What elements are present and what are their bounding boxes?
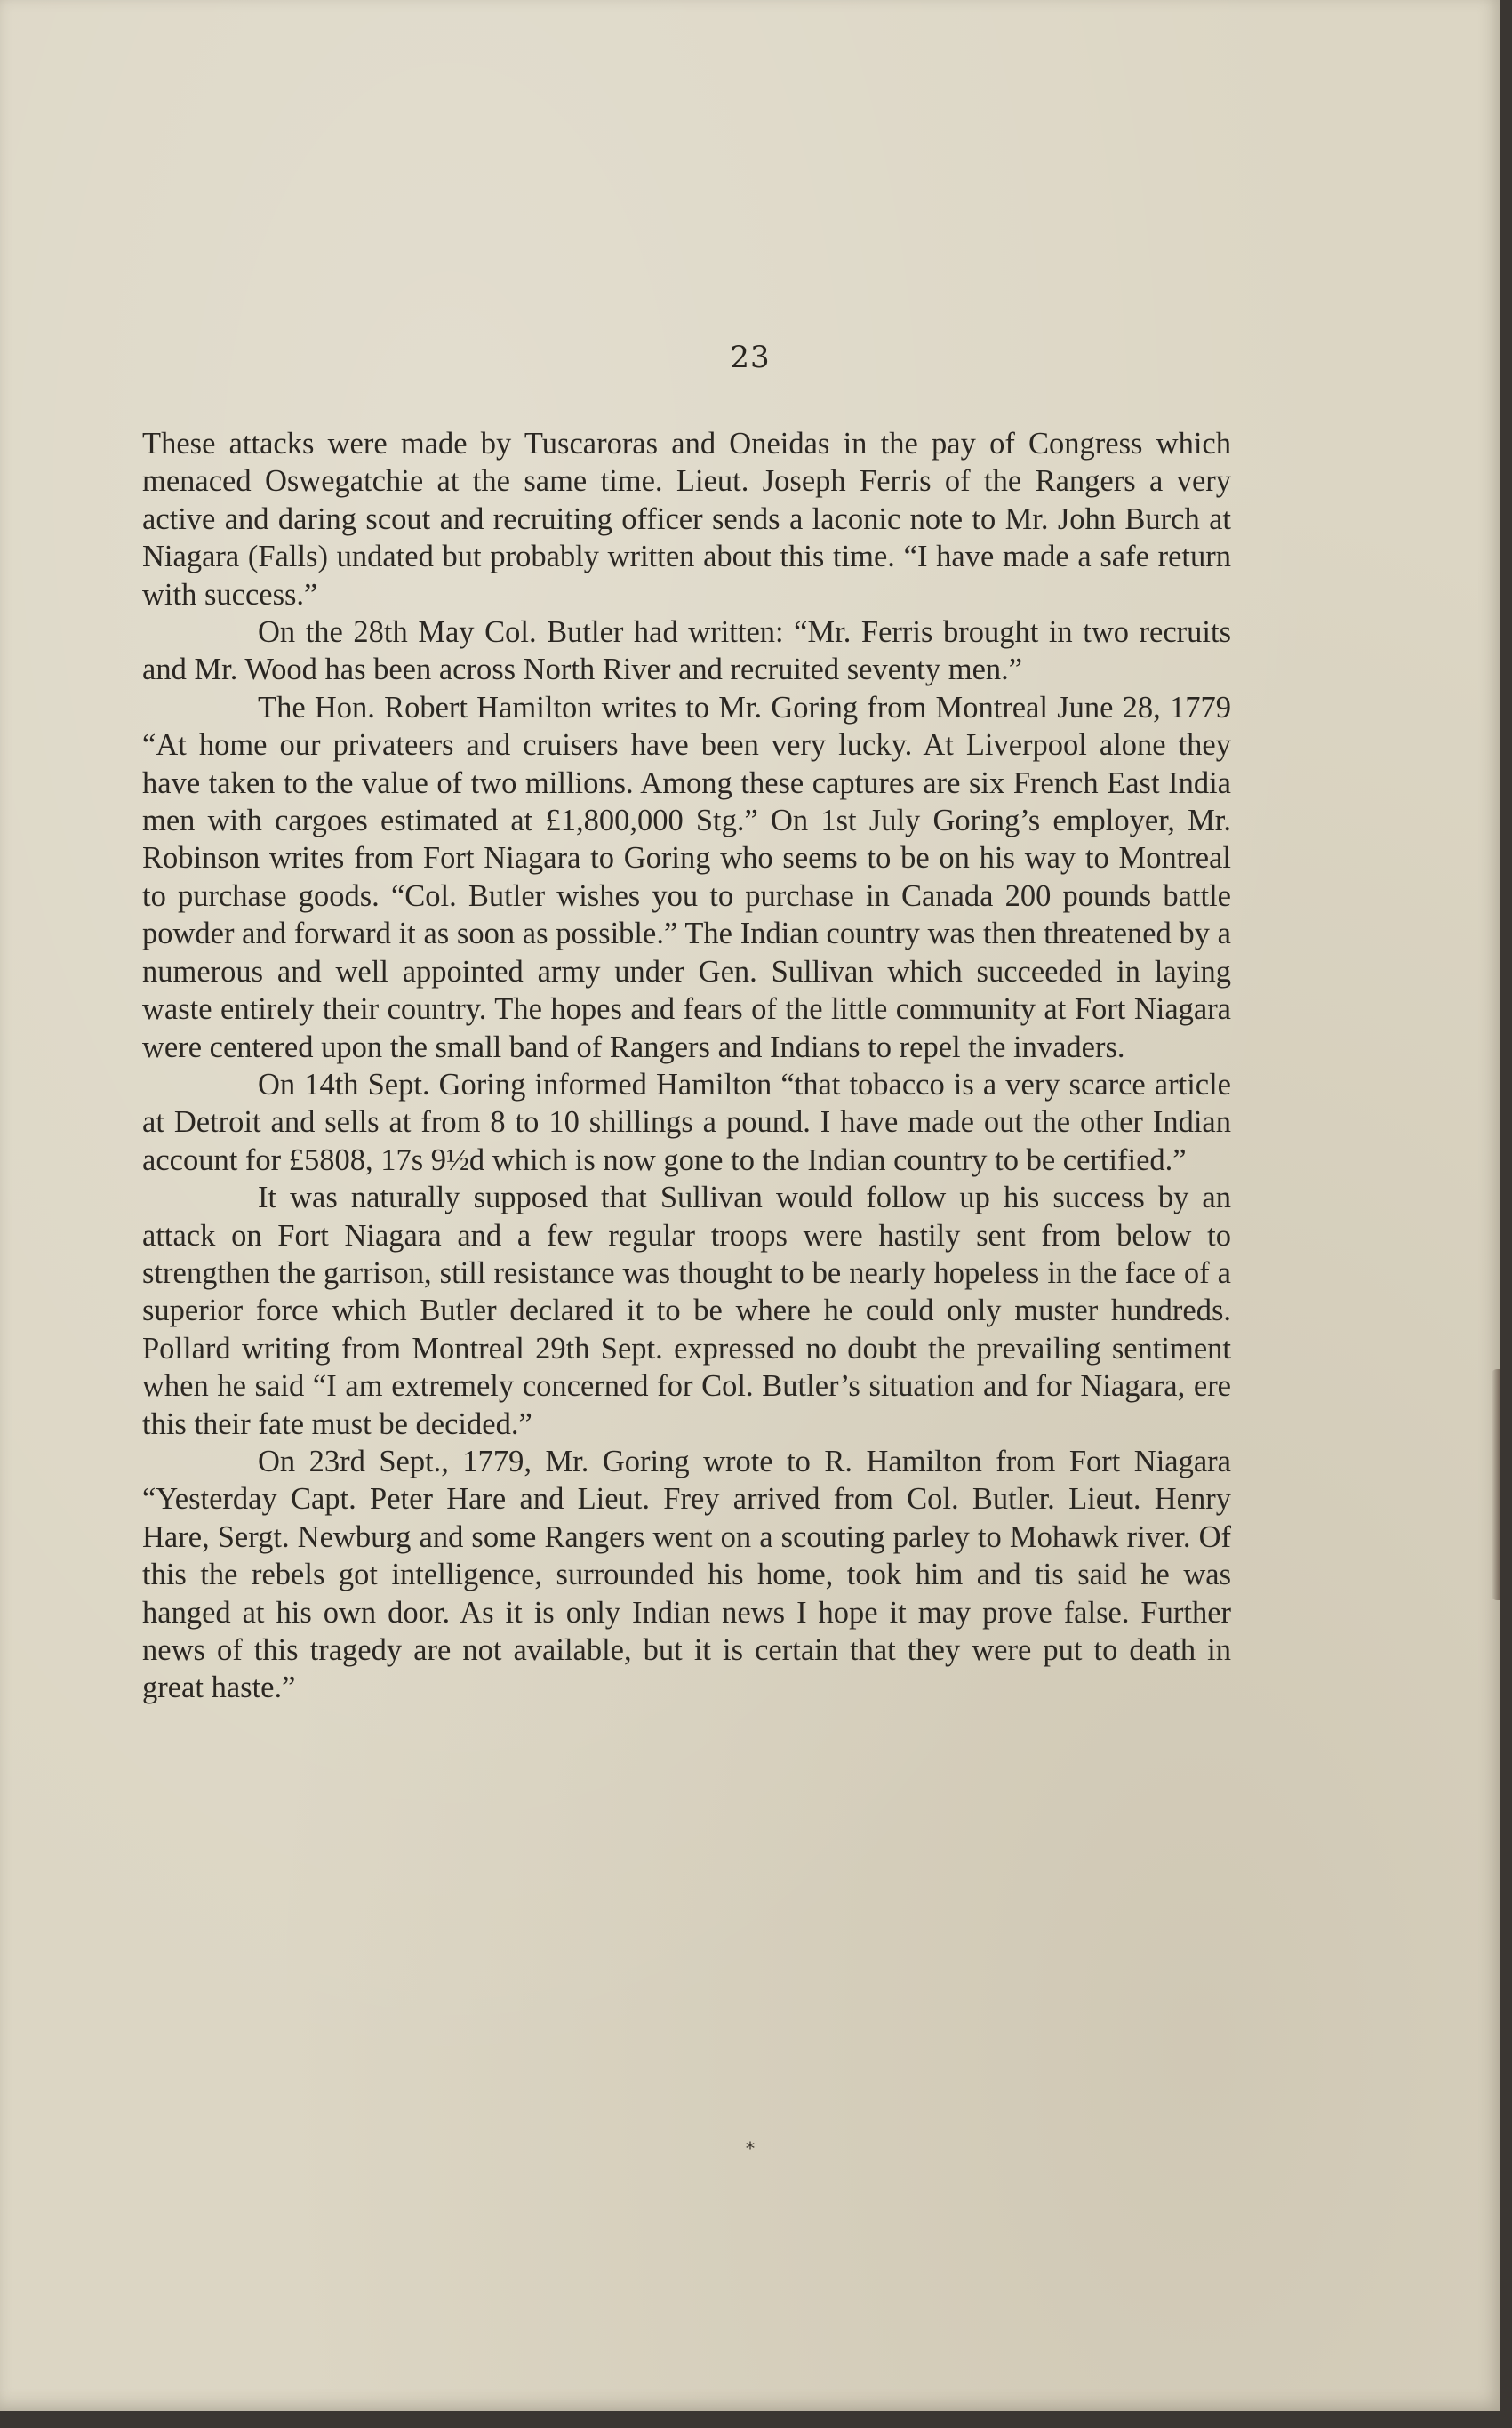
page-number: 23	[730, 340, 771, 375]
paragraph: On 14th Sept. Goring informed Hamilton “that tobacco is a very scarce article at Detroit and sells at from 8 to 10 shillings a pound. I have made out the other Indian account for £5808, 17s 9½d which is now gone to the Indian country to be certified.”	[142, 1067, 1231, 1177]
paragraph: It was naturally supposed that Sullivan would follow up his success by an attack on Fort Niagara and a few regular troops were hastily sent from below to strengthen the garrison, still resistance was thought to be nearly hopeless in the face of a superior force which Butler declared it to be where he could only muster hundreds. Pollard writing from Montreal 29th Sept. expressed no doubt the prevailing sentiment when he said “I am extremely concerned for Col. Butler’s situation and for Niagara, ere this their fate must be decided.”	[142, 1181, 1231, 1441]
body-text	[142, 425, 1231, 1707]
paragraph: The Hon. Robert Hamilton writes to Mr. Goring from Montreal June 28, 1779 “At home our privateers and cruisers have been very lucky. At Liverpool alone they have taken to the value of two millions. Among these captures are six French East India men with cargoes estimated at £1,800,000 Stg.” On 1st July Goring’s employer, Mr. Robinson writes from Fort Niagara to Goring who seems to be on his way to Montreal to purchase goods. “Col. Butler wishes you to purchase in Canada 200 pounds battle powder and forward it as soon as possible.” The Indian country was then threatened by a numerous and well appointed army under Gen. Sullivan which succeeded in laying waste entirely their country. The hopes and fears of the little community at Fort Niagara were centered upon the small band of Rangers and Indians to repel the invaders.	[142, 690, 1231, 1064]
page-edge-stain	[1492, 1369, 1500, 1600]
paragraph: On 23rd Sept., 1779, Mr. Goring wrote to R. Hamilton from Fort Niagara “Yesterday Capt. Peter Hare and Lieut. Frey arrived from Col. Butler. Lieut. Henry Hare, Sergt. Newburg and some Rangers went on a scouting parley to Mohawk river. Of this the rebels got intelligence, surrounded his home, took him and tis said he was hanged at his own door. As it is only Indian news I hope it may prove false. Further news of this tragedy are not available, but it is certain that they were put to death in great haste.”	[142, 1444, 1231, 1705]
paragraph: These attacks were made by Tuscaroras and Oneidas in the pay of Congress which menaced Oswegatchie at the same time. Lieut. Joseph Ferris of the Rangers a very active and daring scout and recruiting officer sends a laconic note to Mr. John Burch at Niagara (Falls) undated but probably written about this time. “I have made a safe return with success.”	[142, 427, 1231, 612]
end-ornament: *	[746, 2137, 755, 2159]
paragraph: On the 28th May Col. Butler had written: “Mr. Ferris brought in two recruits and Mr. Wood has been across North River and recruited seventy men.”	[142, 615, 1231, 687]
